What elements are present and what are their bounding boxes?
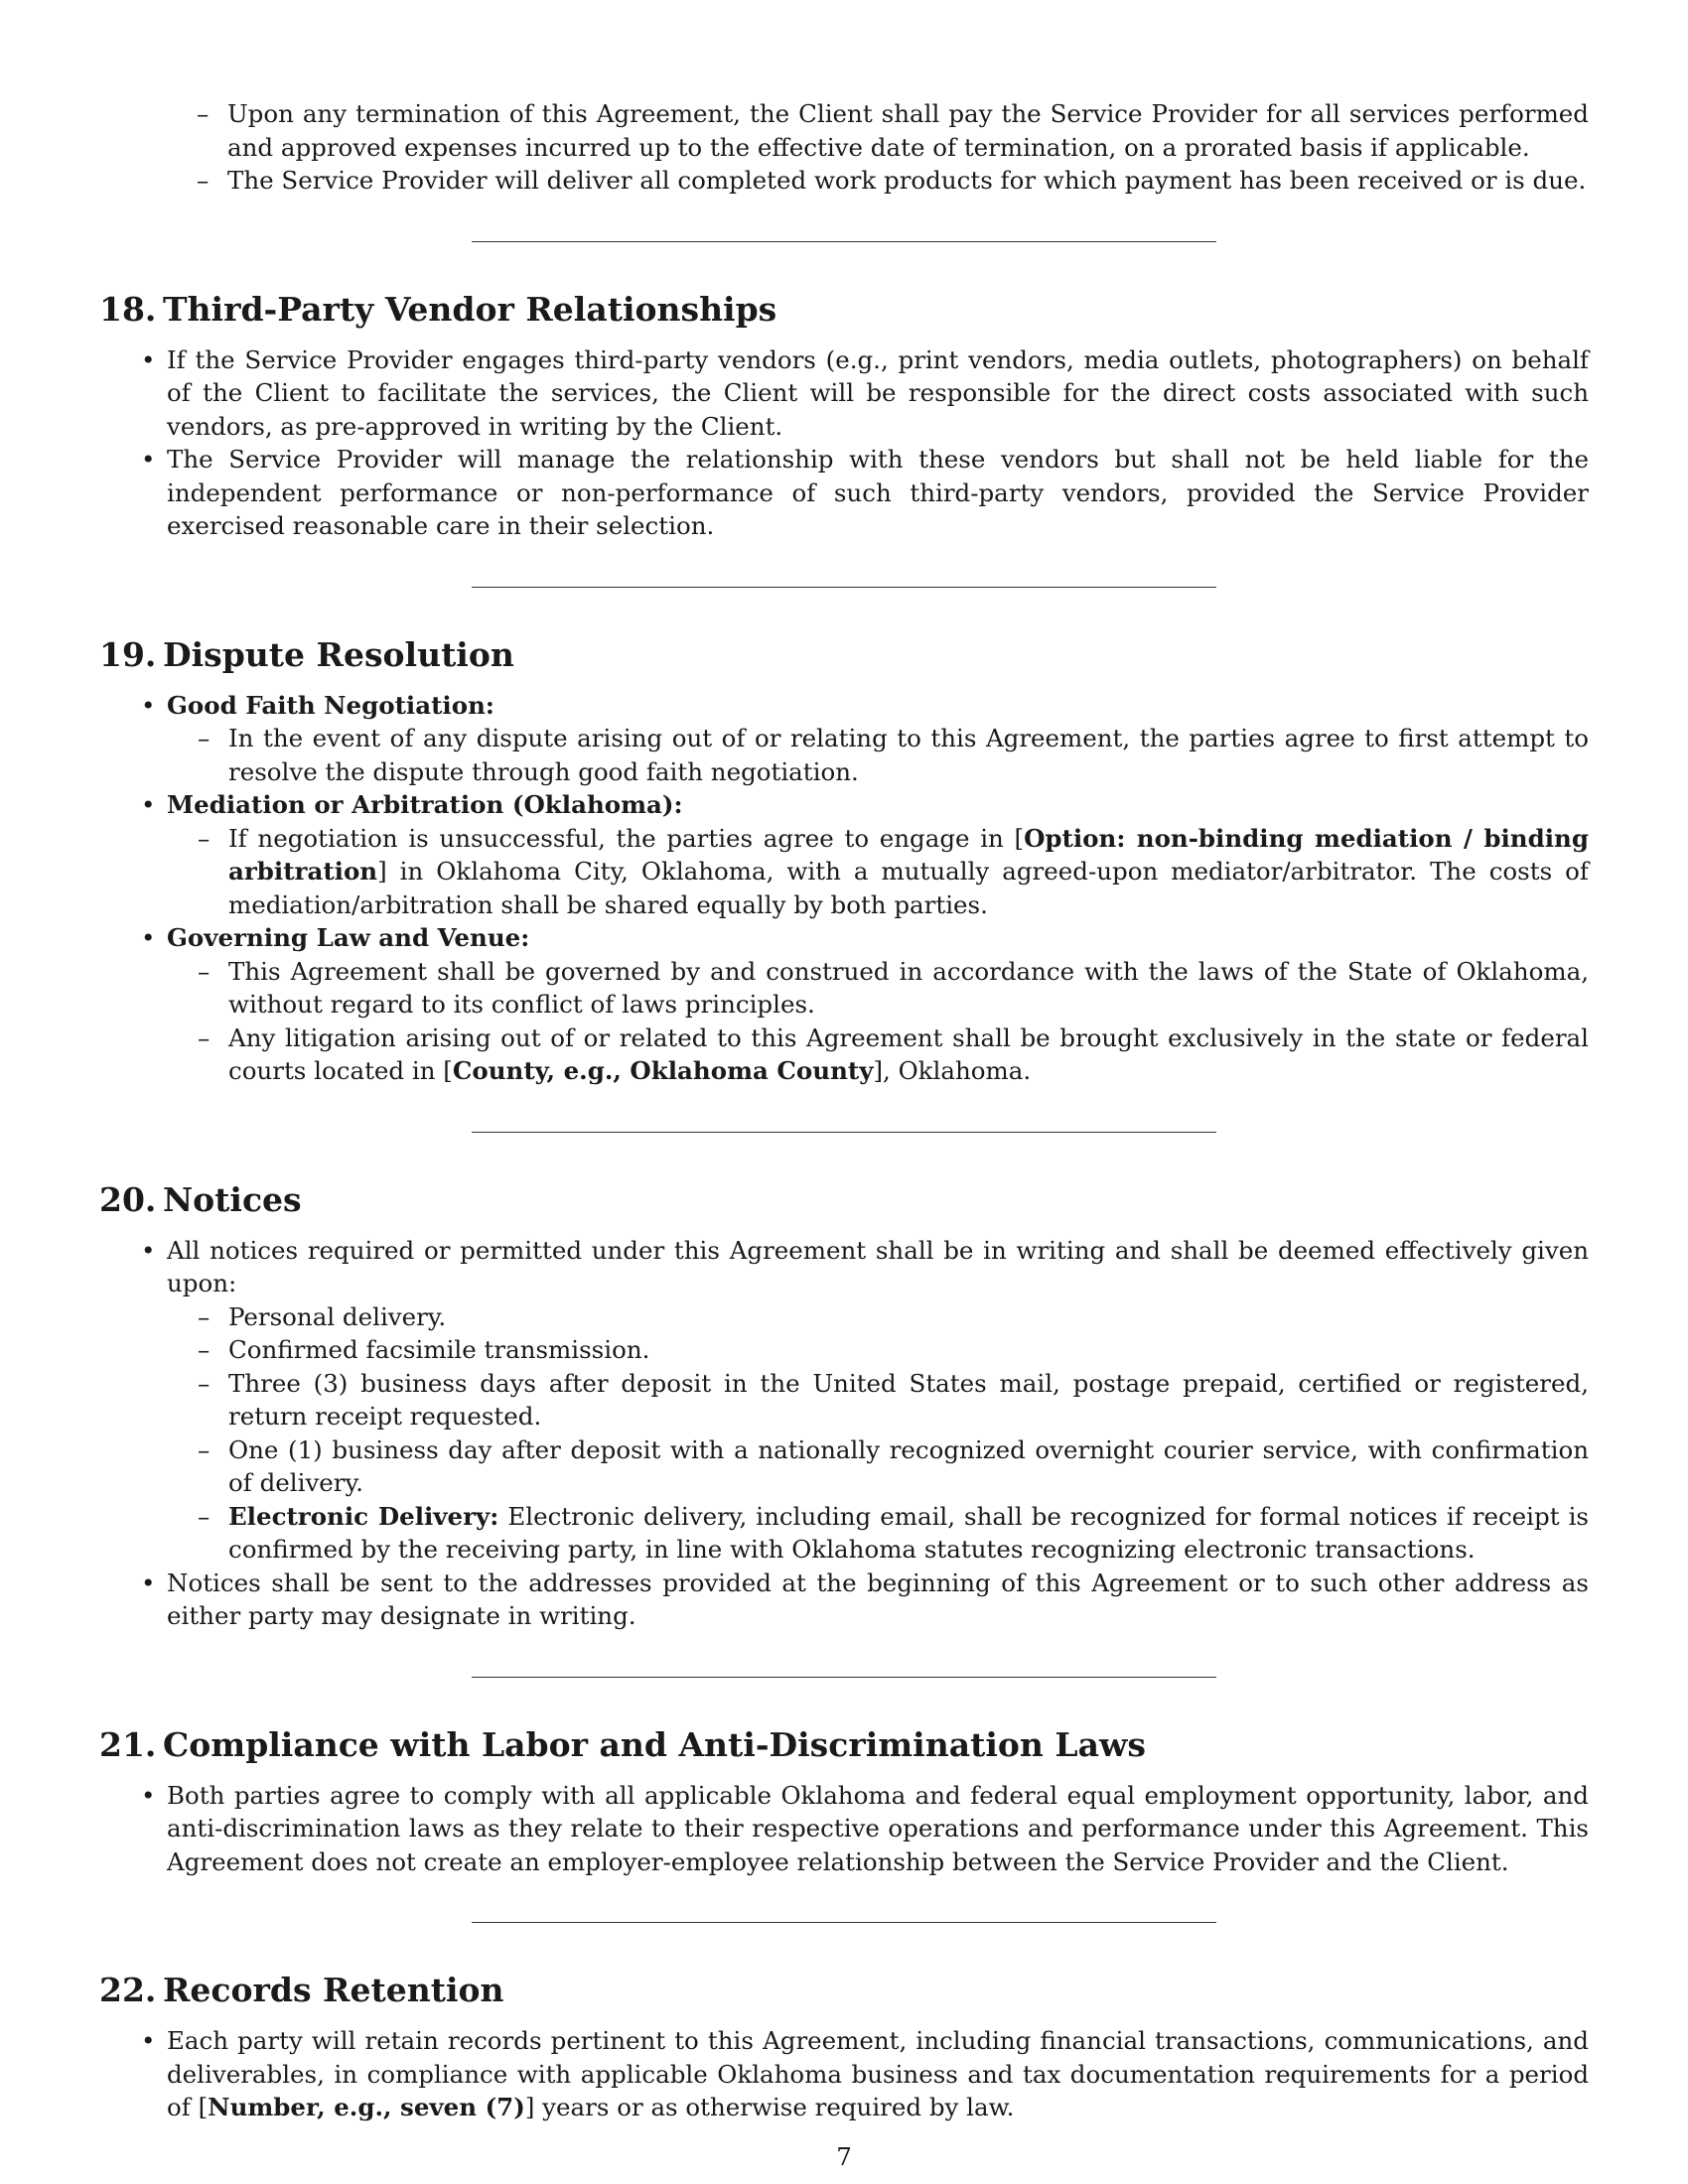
section-19-list [167, 689, 1589, 1088]
section-divider [472, 1132, 1216, 1133]
list-item [167, 788, 1589, 921]
sub-item: – Personal delivery. [228, 1300, 1589, 1334]
sub-list [228, 822, 1589, 922]
section-heading-20 [99, 1180, 1589, 1220]
section-21-list [167, 1779, 1589, 1879]
section-number: 22. [99, 1971, 157, 2009]
list-item [167, 689, 1589, 789]
section-title: Notices [163, 1179, 302, 1219]
text-run: ], Oklahoma. [873, 1056, 1032, 1085]
sub-list [228, 1300, 1589, 1567]
subheading-mediation: Mediation or Arbitration (Oklahoma): [167, 790, 683, 819]
text-run: Each party will retain records pertinent to this Agreement, including financial transactions, communications, and deliverables, in compliance with applicable Oklahoma business and tax documentation requirements for a period of [ [167, 2026, 1589, 2121]
section-title: Compliance with Labor and Anti-Discrimination Laws [163, 1724, 1146, 1764]
section-heading-22 [99, 1971, 1589, 2010]
section-title: Records Retention [163, 1971, 504, 2009]
list-item [167, 2024, 1589, 2124]
placeholder-years: Number, e.g., seven (7) [208, 2093, 525, 2121]
placeholder-option: Option: non-binding mediation / binding arbitration [228, 823, 1590, 886]
section-18-list [167, 343, 1589, 543]
text-run: If negotiation is unsuccessful, the parties agree to engage in [ [228, 823, 1025, 853]
sub-item: – Confirmed facsimile transmission. [228, 1333, 1589, 1367]
list-item: – The Service Provider will deliver all completed work products for which payment has been received or is due. [227, 164, 1589, 198]
subheading-governing-law: Governing Law and Venue: [167, 923, 530, 952]
section-divider [472, 1677, 1216, 1678]
section-heading-21 [99, 1725, 1589, 1765]
sub-item: – This Agreement shall be governed by and construed in accordance with the laws of the State of Oklahoma, without regard to its conflict of laws principles. [228, 955, 1589, 1022]
section-number: 19. [99, 634, 157, 674]
sub-item [228, 1022, 1589, 1088]
section-divider [472, 587, 1216, 588]
document-page [99, 97, 1589, 2124]
termination-continuation-list [227, 97, 1589, 198]
electronic-delivery-label: Electronic Delivery: [228, 1501, 499, 1531]
section-title: Third-Party Vendor Relationships [163, 289, 777, 329]
list-item: • Notices shall be sent to the addresses provided at the beginning of this Agreement or to such other address as either party may designate in writing. [167, 1567, 1589, 1633]
list-item: • The Service Provider will manage the relationship with these vendors but shall not be held liable for the independent performance or non-performance of such third-party vendors, provided the Service Provider exercised reasonable care in their selection. [167, 443, 1589, 543]
sub-item [228, 822, 1589, 922]
text-run: ] years or as otherwise required by law. [524, 2093, 1015, 2121]
sub-item: – One (1) business day after deposit with a nationally recognized overnight courier service, with confirmation of delivery. [228, 1433, 1589, 1500]
section-number: 18. [99, 289, 157, 329]
sub-item: – Three (3) business days after deposit in the United States mail, postage prepaid, certified or registered, return receipt requested. [228, 1367, 1589, 1433]
placeholder-county: County, e.g., Oklahoma County [452, 1056, 874, 1085]
section-number: 21. [99, 1724, 157, 1764]
text-run: Electronic delivery, including email, shall be recognized for formal notices if receipt is confirmed by the receiving party, in line with Oklahoma statutes recognizing electronic transactions. [228, 1501, 1589, 1564]
list-item [167, 1234, 1589, 1567]
list-item: – Upon any termination of this Agreement, the Client shall pay the Service Provider for all services performed and approved expenses incurred up to the effective date of termination, on a prorated basis if applicable. [227, 97, 1589, 164]
section-22-list [167, 2024, 1589, 2124]
list-item: • Both parties agree to comply with all applicable Oklahoma and federal equal employment opportunity, labor, and anti-discrimination laws as they relate to their respective operations and performance under this Agreement. This Agreement does not create an employer-employee relationship between the Service Provider and the Client. [167, 1779, 1589, 1879]
text-run: ] in Oklahoma City, Oklahoma, with a mutually agreed-upon mediator/arbitrator. The costs of mediation/arbitration shall be shared equally by both parties. [228, 857, 1589, 919]
sub-item: – In the event of any dispute arising out of or relating to this Agreement, the parties agree to first attempt to resolve the dispute through good faith negotiation. [228, 722, 1589, 788]
sub-list [228, 955, 1589, 1088]
sub-list [228, 722, 1589, 788]
section-title: Dispute Resolution [163, 634, 514, 674]
section-heading-19 [99, 635, 1589, 675]
list-item [167, 921, 1589, 1088]
subheading-good-faith: Good Faith Negotiation: [167, 690, 494, 720]
text-run: Any litigation arising out of or related to this Agreement shall be brought exclusively in the state or federal courts located in [ [228, 1023, 1589, 1085]
section-number: 20. [99, 1179, 157, 1219]
section-heading-18 [99, 290, 1589, 330]
section-divider [472, 1922, 1216, 1923]
section-20-list [167, 1234, 1589, 1633]
page-number: 7 [836, 2142, 852, 2171]
notices-intro: All notices required or permitted under this Agreement shall be in writing and shall be deemed effectively given upon: [167, 1235, 1589, 1297]
section-divider [472, 241, 1216, 242]
list-item: • If the Service Provider engages third-party vendors (e.g., print vendors, media outlets, photographers) on behalf of the Client to facilitate the services, the Client will be responsible for the direct costs associated with such vendors, as pre-approved in writing by the Client. [167, 343, 1589, 444]
sub-item [228, 1500, 1589, 1567]
